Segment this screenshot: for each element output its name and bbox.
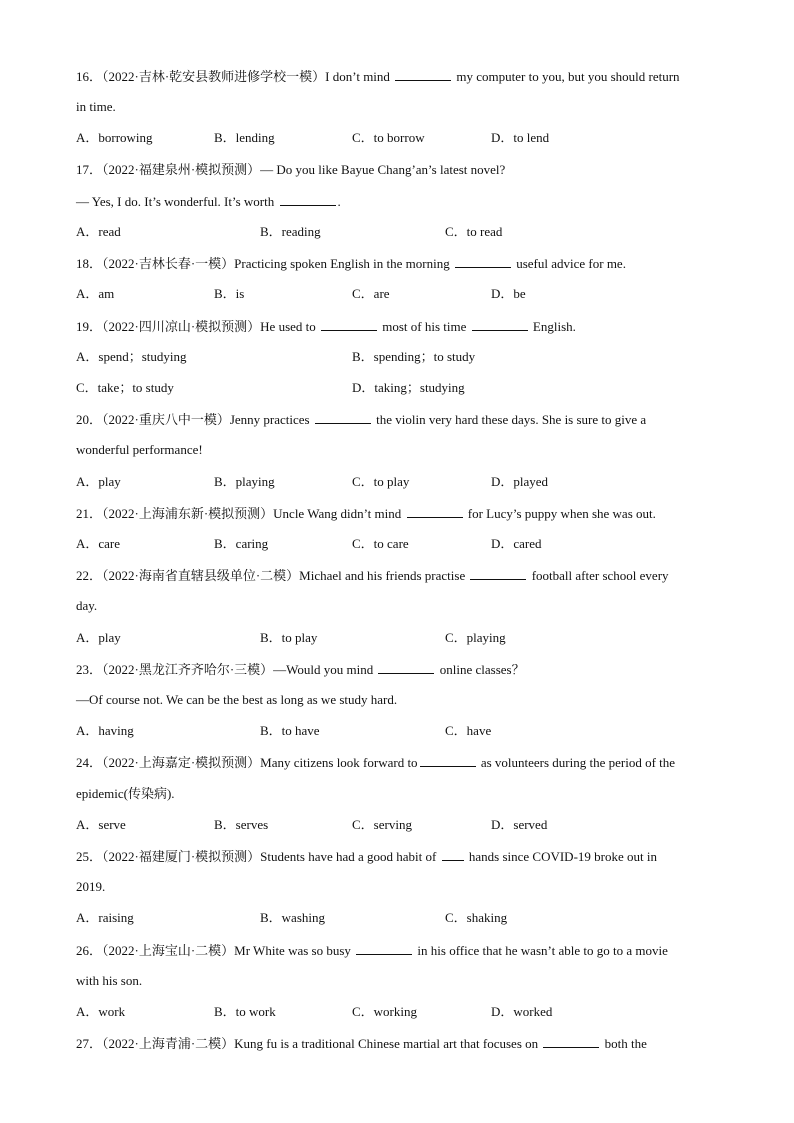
option-b: B．serves (214, 816, 269, 832)
option-a: A．read (76, 224, 121, 239)
stem-text: . (337, 193, 341, 209)
question-stem-continued (76, 786, 175, 802)
stem-text: English. (529, 318, 576, 334)
stem-text: 19．（2022·四川凉山·模拟预测）He used to (76, 318, 320, 334)
option-b: B．washing (260, 910, 326, 926)
stem-text: 24．（2022·上海嘉定·模拟预测）Many citizens look forward to (76, 755, 418, 771)
option-d: D．be (491, 286, 526, 302)
option-c: C．take；to study (76, 380, 174, 395)
option-c: C．to borrow (352, 130, 425, 146)
stem-text: day. (76, 598, 98, 614)
option-b: B．spending；to study (352, 348, 476, 364)
question-stem-continued (76, 598, 97, 614)
stem-text: 23．（2022·黑龙江齐齐哈尔·三模）—Would you mind (76, 661, 377, 677)
stem-text: 27．（2022·上海青浦·二模）Kung fu is a traditional Chinese martial art that focuses on (76, 1036, 542, 1052)
question-stem-continued (76, 879, 105, 895)
option-a: A．am (76, 286, 115, 302)
option-a: A．borrowing (76, 130, 153, 146)
answer-blank (356, 942, 412, 955)
stem-text: my computer to you, but you should return (453, 69, 680, 84)
question-stem (76, 162, 505, 178)
stem-text: 18．（2022·吉林长春·一模）Practicing spoken English in the morning (76, 256, 453, 272)
stem-text: online classes？ (436, 661, 525, 677)
option-c: C．to play (352, 473, 410, 489)
stem-text: epidemic(传染病). (76, 785, 175, 801)
option-b: B．is (214, 286, 245, 302)
stem-text: football after school every (528, 568, 669, 584)
answer-blank (315, 411, 371, 424)
option-a: A．having (76, 723, 134, 739)
answer-blank (470, 567, 526, 580)
question-stem (76, 411, 646, 427)
option-d: D．taking；studying (352, 380, 465, 395)
option-c: C．are (352, 286, 390, 302)
option-c: C．have (445, 723, 492, 739)
option-d: D．played (491, 473, 549, 489)
question-stem (76, 255, 626, 271)
option-b: B．caring (214, 536, 269, 551)
question-stem (76, 1035, 647, 1051)
option-b: B．to work (214, 1004, 276, 1019)
answer-blank (407, 505, 463, 518)
stem-text: 25．（2022·福建厦门·模拟预测）Students have had a good habit of (76, 849, 440, 864)
answer-blank (280, 193, 336, 206)
option-a: A．play (76, 473, 121, 489)
stem-text: —Of course not. We can be the best as long as we study hard. (76, 692, 398, 707)
option-c: C．shaking (445, 910, 508, 926)
stem-text: both the (601, 1036, 647, 1052)
answer-blank (378, 661, 434, 674)
question-stem (76, 68, 680, 84)
answer-blank (472, 318, 528, 331)
question-stem (76, 567, 669, 583)
stem-text: as volunteers during the period of the (477, 755, 676, 771)
option-b: B．to play (260, 629, 318, 645)
question-stem-continued (76, 99, 116, 115)
option-d: D．worked (491, 1004, 553, 1019)
question-stem (76, 754, 675, 770)
answer-blank (395, 68, 451, 81)
option-b: B．reading (260, 224, 321, 239)
answer-blank (321, 318, 377, 331)
stem-text: useful advice for me. (512, 256, 626, 272)
stem-text: wonderful performance! (76, 442, 203, 458)
option-a: A．serve (76, 816, 126, 832)
question-stem (76, 661, 525, 677)
option-c: C．serving (352, 816, 412, 832)
option-d: D．cared (491, 536, 542, 551)
answer-blank (420, 754, 476, 767)
answer-blank (543, 1035, 599, 1048)
option-b: B．to have (260, 723, 320, 739)
option-a: A．raising (76, 910, 134, 926)
question-stem (76, 318, 576, 334)
stem-text: 26．（2022·上海宝山·二模）Mr White was so busy (76, 942, 355, 958)
stem-text: the violin very hard these days. She is sure to give a (372, 412, 647, 428)
stem-text: with his son. (76, 972, 143, 988)
option-c: C．playing (445, 629, 506, 645)
stem-text: 2019. (76, 879, 106, 895)
stem-text: in time. (76, 99, 116, 115)
question-stem (76, 505, 656, 521)
stem-text: 20．（2022·重庆八中一模）Jenny practices (76, 412, 313, 428)
stem-text: hands since COVID-19 broke out in (465, 849, 657, 864)
option-d: D．to lend (491, 130, 550, 146)
question-stem-continued (76, 973, 142, 989)
stem-text: most of his time (379, 318, 470, 334)
stem-text: for Lucy’s puppy when she was out. (464, 505, 656, 521)
option-a: A．spend；studying (76, 348, 187, 364)
question-stem-continued (76, 193, 341, 209)
stem-text: 17．（2022·福建泉州·模拟预测）— Do you like Bayue Chang’an’s latest novel? (76, 161, 506, 177)
option-c: C．to read (445, 224, 503, 239)
stem-text: 16．（2022·吉林·乾安县教师进修学校一模）I don’t mind (76, 69, 394, 84)
option-c: C．to care (352, 536, 409, 551)
option-d: D．served (491, 816, 548, 832)
answer-blank (442, 848, 464, 861)
answer-blank (455, 255, 511, 268)
option-a: A．work (76, 1004, 126, 1019)
question-stem-continued (76, 442, 203, 458)
question-stem-continued (76, 692, 397, 708)
option-a: A．play (76, 629, 121, 645)
stem-text: 21．（2022·上海浦东新·模拟预测）Uncle Wang didn’t mind (76, 505, 405, 521)
question-stem (76, 942, 668, 958)
option-a: A．care (76, 536, 121, 551)
option-c: C．working (352, 1004, 418, 1019)
option-b: B．playing (214, 473, 275, 489)
stem-text: in his office that he wasn’t able to go to a movie (414, 942, 668, 958)
option-b: B．lending (214, 130, 275, 146)
stem-text: — Yes, I do. It’s wonderful. It’s worth (76, 193, 278, 209)
stem-text: 22．（2022·海南省直辖县级单位·二模）Michael and his friends practise (76, 568, 469, 584)
question-stem (76, 848, 657, 864)
